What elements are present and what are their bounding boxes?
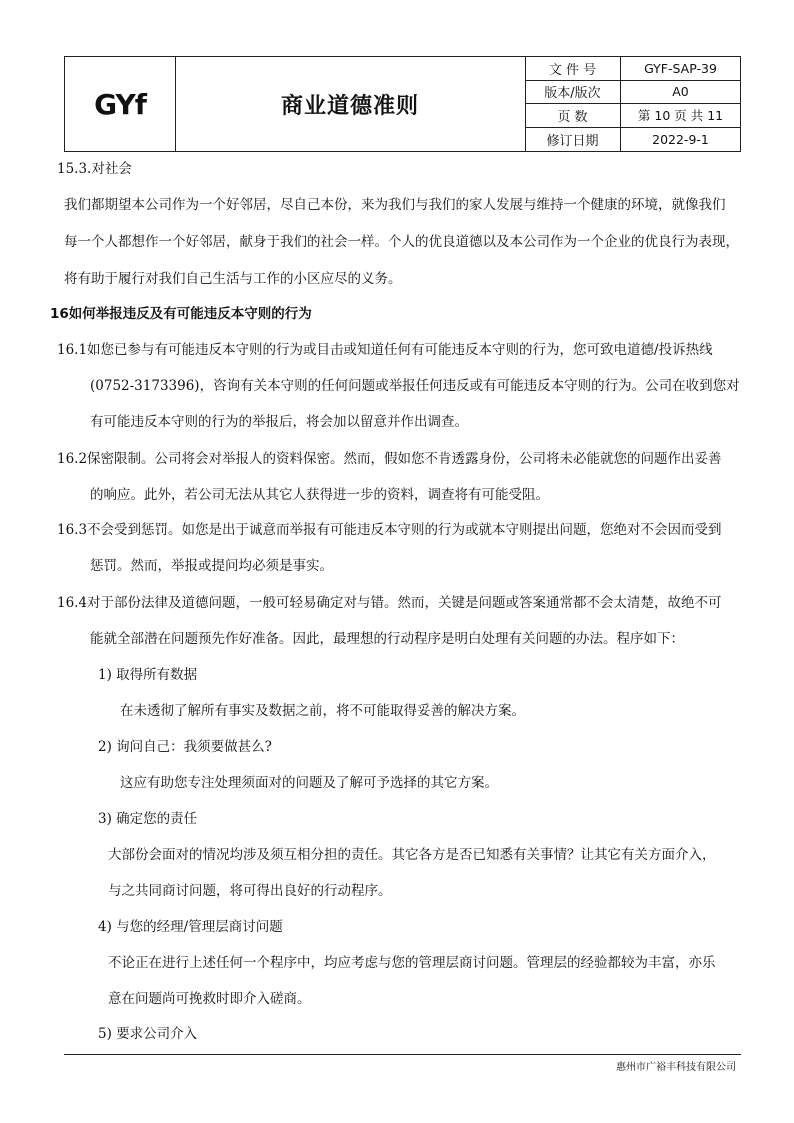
paragraph-line: 将有助于履行对我们自己生活与工作的小区应尽的义务。 [64,271,402,287]
step-3-title: 3) 确定您的责任 [98,811,198,827]
paragraph-line: 有可能违反本守则的行为的举报后，将会加以留意并作出调查。 [90,414,468,430]
meta-row-pages [525,104,740,128]
meta-value: 第 10 页 共 11 [637,108,724,124]
step-5-title: 5) 要求公司介入 [98,1026,198,1042]
section-16-heading: 16如何举报违反及有可能违反本守则的行为 [50,306,312,322]
paragraph-line: 我们都期望本公司作为一个好邻居，尽自己本份，来为我们与我们的家人发展与维持一个健康的环境，就像我们 [64,197,726,213]
meta-value: A0 [672,84,689,100]
paragraph-line: 惩罚。然而，举报或提问均必须是事实。 [90,558,333,574]
logo-cell [65,57,176,151]
paragraph-line: 16.1如您已参与有可能违反本守则的行为或目击或知道任何有可能违反本守则的行为，您可致电道德/投诉热线 [57,342,713,358]
step-4-title: 4) 与您的经理/管理层商讨问题 [98,919,283,935]
meta-table [525,57,740,151]
meta-value: 2022-9-1 [652,131,709,147]
step-1-text: 在未透彻了解所有事实及数据之前，将不可能取得妥善的解决方案。 [120,703,525,719]
paragraph-line: 16.3不会受到惩罚。如您是出于诚意而举报有可能违反本守则的行为或就本守则提出问题，您绝对不会因而受到 [57,522,722,538]
meta-value: GYF-SAP-39 [644,60,717,76]
paragraph-line: (0752-3173396)，咨询有关本守则的任何问题或举报任何违反或有可能违反本守则的行为。公司在收到您对 [90,378,740,394]
meta-label: 版本/版次 [525,81,621,104]
paragraph-line: 16.4对于部份法律及道德问题，一般可轻易确定对与错。然而，关键是问题或答案通常都不会太清楚，故绝不可 [57,595,722,611]
step-3-text: 与之共同商讨问题，将可得出良好的行动程序。 [108,883,392,899]
meta-row-version [525,81,740,105]
document-title: 商业道德准则 [280,93,419,119]
meta-row-doc-number [525,57,740,81]
step-2-text: 这应有助您专注处理须面对的问题及了解可予选择的其它方案。 [120,775,498,791]
step-4-text: 不论正在进行上述任何一个程序中，均应考虑与您的管理层商讨问题。管理层的经验都较为丰富，亦乐 [108,955,716,971]
company-logo: GYf [94,87,146,121]
paragraph-line: 能就全部潜在问题预先作好准备。因此，最理想的行动程序是明白处理有关问题的办法。程序如下： [90,631,684,647]
step-3-text: 大部份会面对的情况均涉及须互相分担的责任。其它各方是否已知悉有关事情？让其它有关方面介入， [108,847,716,863]
paragraph-line: 每一个人都想作一个好邻居，献身于我们的社会一样。个人的优良道德以及本公司作为一个企业的优良行为表现， [64,234,739,250]
meta-row-revision-date [525,128,740,152]
meta-label: 页 数 [525,104,621,127]
step-4-text: 意在问题尚可挽救时即介入磋商。 [108,991,311,1007]
title-cell [175,57,526,151]
section-15-3-title: 15.3.对社会 [57,161,132,177]
document-header [64,56,741,152]
paragraph-line: 16.2保密限制。公司将会对举报人的资料保密。然而，假如您不肯透露身份，公司将未必能就您的问题作出妥善 [57,451,722,467]
step-1-title: 1) 取得所有数据 [98,667,198,683]
step-2-title: 2) 询问自己：我须要做甚么? [98,739,272,755]
meta-label: 文 件 号 [525,57,621,80]
paragraph-line: 的响应。此外，若公司无法从其它人获得进一步的资料，调查将有可能受阻。 [90,487,549,503]
meta-label: 修订日期 [525,128,621,152]
footer-divider [64,1054,741,1055]
footer-company-name: 惠州市广裕丰科技有限公司 [616,1062,736,1073]
